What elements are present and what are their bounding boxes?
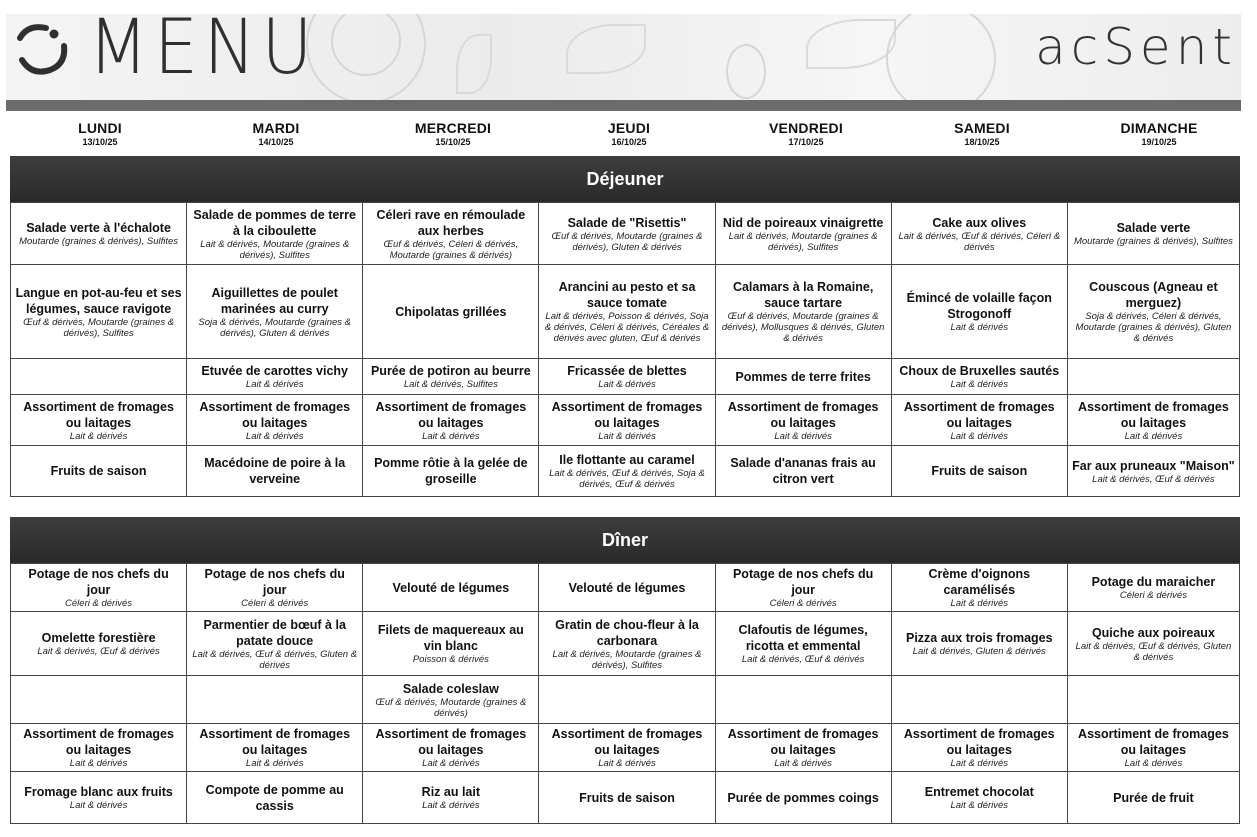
- dish-name: Assortiment de fromages ou laitages: [727, 727, 879, 757]
- allergen-info: Lait & dérivés, Œuf & dérivés, Gluten & dérivés: [192, 648, 358, 671]
- dish-name: Salade de pommes de terre à la ciboulette: [193, 207, 356, 238]
- allergen-info: Lait & dérivés, Œuf & dérivés, Soja & dérivés, Œuf & dérivés: [549, 468, 705, 490]
- menu-cell: [363, 772, 539, 824]
- menu-cell: [363, 395, 539, 446]
- menu-cell: [363, 446, 539, 497]
- menu-cell: [715, 395, 891, 446]
- pepper-decoration-icon: [456, 34, 492, 94]
- allergen-info: Moutarde (graines & dérivés), Sulfites: [1073, 236, 1233, 247]
- menu-cell: [539, 395, 715, 446]
- allergen-info: Lait & dérivés: [245, 430, 304, 442]
- dish-name: Assortiment de fromages ou laitages: [727, 399, 879, 430]
- menu-cell: [187, 676, 363, 724]
- menu-cell: [539, 203, 715, 265]
- day-date: 18/10/25: [964, 137, 1000, 147]
- day-date: 14/10/25: [258, 137, 294, 147]
- menu-cell: [11, 724, 187, 772]
- dish-name: Fricassée de blettes: [567, 364, 687, 378]
- day-header: [894, 120, 1070, 147]
- allergen-info: Lait & dérivés: [950, 800, 1009, 811]
- menu-cell: [715, 446, 891, 497]
- menu-cell: [891, 203, 1067, 265]
- dish-name: Assortiment de fromages ou laitages: [551, 727, 703, 757]
- menu-cell: [187, 724, 363, 772]
- allergen-info: Œuf & dérivés, Moutarde (graines & dérivés), Mollusques & dérivés, Gluten & dérivés: [721, 311, 885, 344]
- dish-name: Pomme rôtie à la gelée de groseille: [374, 456, 528, 486]
- dish-name: Compote de pomme au cassis: [205, 782, 344, 813]
- dish-name: Entremet chocolat: [924, 785, 1034, 799]
- menu-cell: [11, 564, 187, 612]
- menu-cell: [1067, 359, 1239, 395]
- allergen-info: Lait & dérivés: [774, 758, 832, 769]
- allergen-info: Œuf & dérivés, Céleri & dérivés, Moutarde (graines & dérivés): [383, 238, 519, 261]
- menu-cell: [11, 359, 187, 395]
- menu-cell: [187, 772, 363, 824]
- menu-cell: [187, 265, 363, 359]
- menu-row: [11, 359, 1240, 395]
- allergen-info: Œuf & dérivés, Moutarde (graines & dérivés): [375, 696, 527, 719]
- dish-name: Riz au lait: [421, 785, 481, 799]
- menu-cell: [539, 265, 715, 359]
- allergen-info: Lait & dérivés: [69, 758, 128, 769]
- allergen-info: Lait & dérivés: [1124, 430, 1183, 442]
- brand-logo-text: acSent: [1035, 18, 1237, 76]
- menu-row: [11, 265, 1240, 359]
- menu-cell: [539, 446, 715, 497]
- menu-cell: [891, 265, 1067, 359]
- dish-name: Velouté de légumes: [568, 580, 686, 595]
- allergen-info: Lait & dérivés: [1124, 758, 1183, 769]
- menu-cell: [715, 676, 891, 724]
- menu-cell: [11, 772, 187, 824]
- day-name: DIMANCHE: [1120, 120, 1198, 136]
- dish-name: Salade d'ananas frais au citron vert: [730, 456, 876, 486]
- menu-cell: [1067, 676, 1239, 724]
- menu-cell: [187, 446, 363, 497]
- dish-name: Assortiment de fromages ou laitages: [551, 399, 703, 430]
- day-date: 17/10/25: [788, 137, 824, 147]
- dish-name: Céleri rave en rémoulade aux herbes: [376, 207, 526, 238]
- menu-row: [11, 676, 1240, 724]
- day-header: [365, 120, 541, 147]
- menu-cell: [891, 724, 1067, 772]
- dish-name: Assortiment de fromages ou laitages: [375, 399, 527, 430]
- dish-name: Far aux pruneaux "Maison": [1072, 458, 1235, 473]
- day-name: JEUDI: [607, 120, 651, 136]
- dish-name: Fromage blanc aux fruits: [24, 785, 173, 799]
- menu-cell: [187, 203, 363, 265]
- allergen-info: Lait & dérivés, Œuf & dérivés, Céleri & dérivés: [898, 230, 1061, 253]
- menu-cell: [715, 564, 891, 612]
- dish-name: Nid de poireaux vinaigrette: [722, 215, 884, 230]
- dish-name: Macédoine de poire à la verveine: [204, 456, 346, 486]
- menu-cell: [11, 395, 187, 446]
- allergen-info: Lait & dérivés: [245, 758, 304, 769]
- spoon-decoration-icon: [726, 44, 766, 99]
- allergen-info: Lait & dérivés, Œuf & dérivés, Gluten & dérivés: [1075, 640, 1232, 663]
- day-name: MERCREDI: [414, 120, 492, 136]
- menu-cell: [1067, 203, 1239, 265]
- allergen-info: Céleri & dérivés: [65, 598, 133, 609]
- menu-cell: [187, 395, 363, 446]
- header-divider-bar: [6, 100, 1241, 111]
- allergen-info: Lait & dérivés: [950, 430, 1009, 442]
- allergen-info: Œuf & dérivés, Moutarde (graines & dérivés), Gluten & dérivés: [551, 230, 703, 253]
- allergen-info: Lait & dérivés: [422, 430, 480, 442]
- day-header: [541, 120, 717, 147]
- menu-row: [11, 203, 1240, 265]
- menu-cell: [187, 564, 363, 612]
- dish-name: Salade de "Risettis": [567, 215, 687, 230]
- dish-name: Salade coleslaw: [402, 681, 499, 696]
- menu-cell: [539, 612, 715, 676]
- plate-decoration-icon: [886, 14, 996, 102]
- allergen-info: Lait & dérivés: [69, 800, 128, 811]
- allergen-info: Lait & dérivés: [422, 758, 480, 769]
- dish-name: Purée de potiron au beurre: [370, 364, 531, 378]
- day-name: VENDREDI: [769, 120, 843, 136]
- dish-name: Assortiment de fromages ou laitages: [903, 727, 1055, 757]
- menu-cell: [715, 265, 891, 359]
- dish-name: Ile flottante au caramel: [559, 453, 695, 467]
- menu-cell: [363, 676, 539, 724]
- menu-cell: [539, 724, 715, 772]
- dish-name: Langue en pot-au-feu et ses légumes, sauce ravigote: [15, 285, 182, 316]
- dinner-table: [10, 563, 1240, 824]
- menu-cell: [715, 203, 891, 265]
- dish-name: Etuvée de carottes vichy: [201, 364, 349, 378]
- allergen-info: Lait & dérivés: [598, 379, 656, 390]
- menu-cell: [715, 724, 891, 772]
- menu-cell: [539, 772, 715, 824]
- dish-name: Choux de Bruxelles sautés: [899, 364, 1060, 378]
- dish-name: Filets de maquereaux au vin blanc: [377, 623, 524, 653]
- dish-name: Gratin de chou-fleur à la carbonara: [555, 617, 699, 648]
- menu-cell: [1067, 265, 1239, 359]
- menu-row: [11, 446, 1240, 497]
- allergen-info: Lait & dérivés: [774, 430, 832, 442]
- menu-row: [11, 724, 1240, 772]
- dish-name: Émincé de volaille façon Strogonoff: [906, 291, 1052, 321]
- menu-cell: [363, 612, 539, 676]
- logo-swirl-icon: [14, 20, 72, 78]
- dish-name: Fruits de saison: [579, 790, 675, 805]
- dish-name: Pizza aux trois fromages: [905, 631, 1053, 645]
- day-header: [718, 120, 894, 147]
- menu-cell: [11, 676, 187, 724]
- day-date: 16/10/25: [611, 137, 647, 147]
- allergen-info: Lait & dérivés: [950, 758, 1009, 769]
- allergen-info: Poisson & dérivés: [412, 654, 489, 665]
- day-header: [188, 120, 364, 147]
- day-date: 15/10/25: [435, 137, 471, 147]
- dish-name: Velouté de légumes: [392, 580, 510, 595]
- menu-cell: [891, 564, 1067, 612]
- allergen-info: Lait & dérivés, Œuf & dérivés: [37, 646, 160, 657]
- allergen-info: Lait & dérivés, Moutarde (graines & dérivés), Sulfites: [200, 238, 350, 261]
- section-title-dejeuner: Déjeuner: [10, 156, 1240, 202]
- dish-name: Purée de pommes coings: [727, 790, 879, 805]
- menu-cell: [891, 446, 1067, 497]
- allergen-info: Lait & dérivés: [422, 800, 480, 811]
- dish-name: Assortiment de fromages ou laitages: [375, 727, 527, 757]
- menu-row: [11, 395, 1240, 446]
- dish-name: Fruits de saison: [931, 464, 1028, 478]
- day-headers: [10, 120, 1240, 156]
- day-header: [1071, 120, 1247, 147]
- dish-name: Calamars à la Romaine, sauce tartare: [732, 280, 874, 310]
- allergen-info: Céleri & dérivés: [769, 598, 837, 609]
- menu-cell: [891, 676, 1067, 724]
- allergen-info: Lait & dérivés, Œuf & dérivés: [741, 654, 865, 665]
- dish-name: Assortiment de fromages ou laitages: [199, 399, 351, 430]
- allergen-info: Moutarde (graines & dérivés), Sulfites: [19, 236, 179, 247]
- dish-name: Pommes de terre frites: [735, 369, 871, 384]
- day-date: 13/10/25: [82, 137, 118, 147]
- allergen-info: Lait & dérivés: [950, 379, 1009, 390]
- dish-name: Fruits de saison: [50, 464, 147, 478]
- dish-name: Assortiment de fromages ou laitages: [1078, 399, 1229, 430]
- allergen-info: Soja & dérivés, Céleri & dérivés, Moutarde (graines & dérivés), Gluten & dérivés: [1075, 311, 1232, 344]
- allergen-info: Soja & dérivés, Moutarde (graines & dérivés), Gluten & dérivés: [198, 316, 352, 339]
- menu-cell: [187, 359, 363, 395]
- menu-cell: [891, 395, 1067, 446]
- day-header: [12, 120, 188, 147]
- herb-decoration-icon: [566, 24, 646, 74]
- menu-cell: [1067, 395, 1239, 446]
- menu-cell: [187, 612, 363, 676]
- dish-name: Aiguillettes de poulet marinées au curry: [211, 285, 338, 316]
- menu-title: MENU: [88, 2, 319, 91]
- day-name: MARDI: [252, 120, 300, 136]
- dish-name: Chipolatas grillées: [395, 304, 507, 319]
- menu-cell: [11, 446, 187, 497]
- allergen-info: Lait & dérivés: [950, 598, 1009, 609]
- lunch-table: [10, 202, 1240, 497]
- dish-name: Salade verte: [1116, 221, 1191, 235]
- day-name: SAMEDI: [954, 120, 1010, 136]
- dish-name: Cake aux olives: [932, 215, 1027, 230]
- menu-cell: [1067, 446, 1239, 497]
- allergen-info: Lait & dérivés, Poisson & dérivés, Soja & dérivés, Céleri & dérivés, Céréales & dérivés avec gluten, Œuf & dérivés: [544, 311, 710, 344]
- dish-name: Omelette forestière: [41, 631, 156, 645]
- menu-cell: [715, 612, 891, 676]
- dish-name: Crème d'oignons caramélisés: [928, 567, 1031, 597]
- dish-name: Couscous (Agneau et merguez): [1089, 280, 1218, 310]
- dish-name: Potage de nos chefs du jour: [28, 567, 169, 597]
- menu-cell: [715, 359, 891, 395]
- allergen-info: Œuf & dérivés, Moutarde (graines & dérivés), Sulfites: [23, 316, 175, 339]
- dish-name: Potage du maraicher: [1091, 575, 1216, 589]
- menu-cell: [363, 359, 539, 395]
- allergen-info: Lait & dérivés, Œuf & dérivés: [1092, 473, 1215, 485]
- menu-cell: [363, 564, 539, 612]
- allergen-info: Céleri & dérivés: [241, 598, 309, 609]
- dish-name: Assortiment de fromages ou laitages: [23, 727, 174, 757]
- menu-cell: [891, 772, 1067, 824]
- dish-name: Parmentier de bœuf à la patate douce: [203, 617, 346, 648]
- dish-name: Assortiment de fromages ou laitages: [1078, 727, 1229, 757]
- menu-cell: [363, 724, 539, 772]
- allergen-info: Lait & dérivés, Moutarde (graines & dérivés), Sulfites: [728, 230, 878, 253]
- allergen-info: Lait & dérivés, Sulfites: [403, 379, 498, 390]
- allergen-info: Céleri & dérivés: [1119, 590, 1187, 601]
- menu-cell: [1067, 564, 1239, 612]
- menu-cell: [539, 676, 715, 724]
- allergen-info: Lait & dérivés: [69, 430, 128, 442]
- dish-name: Arancini au pesto et sa sauce tomate: [558, 280, 696, 310]
- dish-name: Potage de nos chefs du jour: [204, 567, 345, 597]
- menu-cell: [1067, 724, 1239, 772]
- dish-name: Assortiment de fromages ou laitages: [199, 727, 351, 757]
- dish-name: Potage de nos chefs du jour: [732, 567, 874, 597]
- allergen-info: Lait & dérivés: [598, 758, 656, 769]
- allergen-info: Lait & dérivés, Moutarde (graines & dérivés), Sulfites: [552, 648, 702, 671]
- menu-cell: [11, 203, 187, 265]
- menu-cell: [539, 359, 715, 395]
- allergen-info: Lait & dérivés, Gluten & dérivés: [912, 646, 1046, 657]
- menu-cell: [11, 612, 187, 676]
- dish-name: Assortiment de fromages ou laitages: [903, 399, 1055, 430]
- day-date: 19/10/25: [1141, 137, 1177, 147]
- dish-name: Assortiment de fromages ou laitages: [23, 399, 174, 430]
- dish-name: Quiche aux poireaux: [1091, 625, 1215, 640]
- menu-cell: [715, 772, 891, 824]
- section-title-diner: Dîner: [10, 517, 1240, 563]
- menu-cell: [363, 265, 539, 359]
- menu-cell: [539, 564, 715, 612]
- menu-row: [11, 772, 1240, 824]
- menu-cell: [1067, 612, 1239, 676]
- leaf-decoration-icon: [806, 19, 896, 69]
- menu-cell: [891, 612, 1067, 676]
- allergen-info: Lait & dérivés: [598, 430, 656, 442]
- day-name: LUNDI: [78, 120, 122, 136]
- menu-cell: [1067, 772, 1239, 824]
- menu-row: [11, 612, 1240, 676]
- menu-row: [11, 564, 1240, 612]
- allergen-info: Lait & dérivés: [950, 322, 1009, 333]
- allergen-info: Lait & dérivés: [245, 379, 304, 390]
- menu-cell: [11, 265, 187, 359]
- dish-name: Purée de fruit: [1113, 790, 1194, 805]
- menu-cell: [363, 203, 539, 265]
- dish-name: Clafoutis de légumes, ricotta et emmental: [738, 623, 868, 653]
- dish-name: Salade verte à l'échalote: [26, 221, 171, 235]
- menu-cell: [891, 359, 1067, 395]
